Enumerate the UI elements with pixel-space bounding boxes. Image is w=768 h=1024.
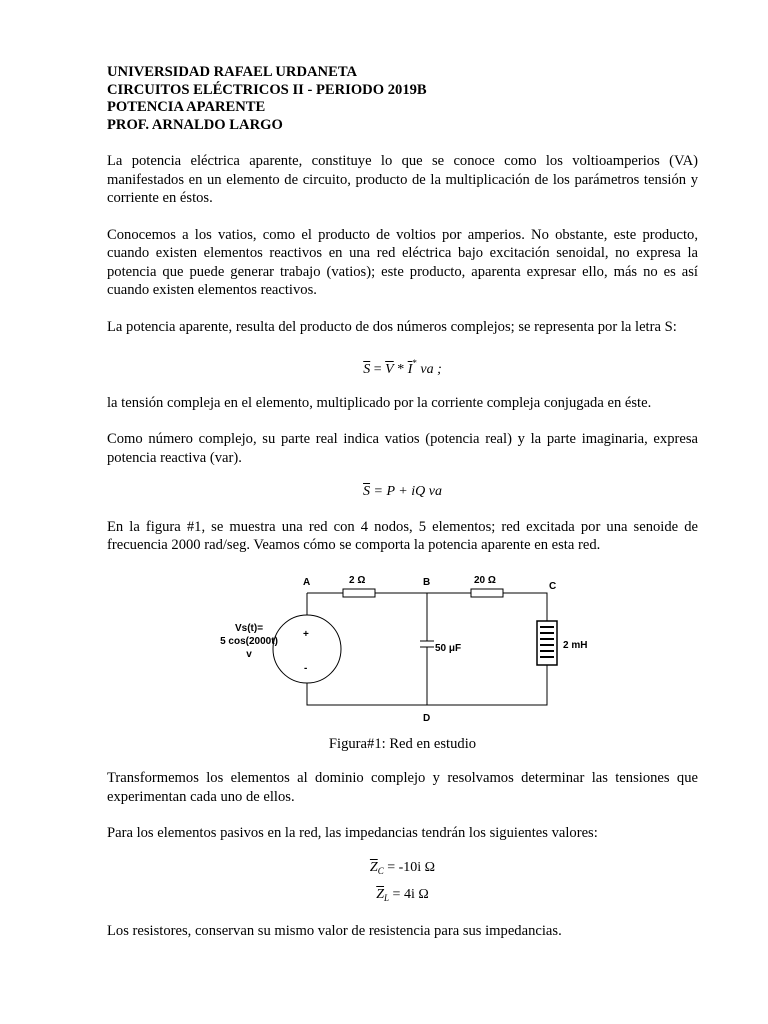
paragraph-9: Los resistores, conservan su mismo valor de resistencia para sus impedancias. [107, 922, 562, 939]
equation-zc [107, 859, 698, 881]
node-b-label: B [423, 576, 431, 588]
equation-zl [107, 886, 698, 908]
inductor-coils [540, 627, 554, 657]
equation-apparent-power [107, 354, 698, 380]
node-c-label: C [549, 580, 557, 592]
source-minus-label: - [304, 662, 308, 674]
header-university: UNIVERSIDAD RAFAEL URDANETA [107, 64, 358, 80]
eq1-times: * [393, 362, 408, 377]
paragraph-7: Transformemos los elementos al dominio complejo y resolvamos determinar las tensiones que experimentan cada uno de ellos. [107, 770, 698, 805]
source-plus-label: + [303, 628, 309, 640]
circuit-diagram [107, 565, 698, 745]
document-page [107, 64, 698, 940]
inductor-label: 2 mH [563, 639, 588, 651]
eq2-s: $\overline{S}$ [363, 484, 371, 499]
paragraph-8: Para los elementos pasivos en la red, las impedancias tendrán los siguientes valores: [107, 825, 598, 841]
paragraph-6: En la figura #1, se muestra una red con 4 nodos, 5 elementos; red excitada por una senoide de frecuencia 2000 rad/seg. Veamos cómo se comporta la potencia aparente en esta red. [107, 518, 698, 553]
zl-subscript: L [384, 893, 390, 903]
eq1-unit: va ; [416, 362, 442, 377]
node-a-label: A [303, 576, 311, 588]
resistor-2ohm [343, 589, 375, 597]
paragraph-4: la tensión compleja en el elemento, multiplicado por la corriente compleja conjugada en éste. [107, 394, 652, 411]
resistor-20ohm [471, 589, 503, 597]
source-label-line1: Vs(t)= [234, 622, 264, 634]
resistor-2ohm-label: 2 Ω [349, 574, 366, 586]
wire-r2-to-c [503, 593, 547, 621]
eq2-rest: = P + iQ va [370, 484, 442, 499]
source-label-line2: 5 cos(2000t) [220, 635, 278, 647]
paragraph-2: Conocemos a los vatios, como el producto de voltios por amperios. No obstante, este producto, cuando existen elementos reactivos en una red eléctrica bajo excitación senoidal, no expresa la potencia que puede generar trabajo (vatios); este producto, aparenta expresar ello, más no es así cuando existen elementos reactivos. [107, 226, 698, 298]
zc-symbol: $\overline{Z}$ [369, 859, 378, 875]
eq1-conj: * [412, 358, 417, 368]
zc-value: = -10i Ω [383, 859, 436, 875]
source-label-line3: v [246, 648, 252, 660]
figure-caption: Figura#1: Red en estudio [328, 735, 477, 752]
eq1-i: $\overline{I}$ [407, 362, 413, 377]
capacitor-plates [420, 641, 434, 647]
node-d-label: D [423, 712, 431, 724]
equation-complex-power [107, 483, 698, 502]
eq1-equals: = [370, 362, 386, 377]
zl-value: = 4i Ω [389, 887, 429, 902]
header-topic: POTENCIA APARENTE [107, 99, 266, 115]
eq1-s: $\overline{S}$ [363, 362, 371, 377]
zl-symbol: $\overline{Z}$ [376, 887, 385, 902]
capacitor-label: 50 μF [435, 642, 462, 654]
paragraph-5: Como número complejo, su parte real indica vatios (potencia real) y la parte imaginaria, expresa potencia reactiva (var). [107, 431, 698, 466]
resistor-20ohm-label: 20 Ω [474, 574, 496, 586]
eq1-v: $\overline{V}$ [385, 362, 394, 377]
header-course: CIRCUITOS ELÉCTRICOS II - PERIODO 2019B [107, 81, 427, 98]
zc-subscript: C [377, 865, 384, 876]
paragraph-1: La potencia eléctrica aparente, constituye lo que se conoce como los voltioamperios (VA) manifestados en un elemento de circuito, producto de la multiplicación de los parámetros tensión y corriente en éstos. [107, 153, 698, 206]
header-professor: PROF. ARNALDO LARGO [107, 116, 283, 133]
paragraph-3: La potencia aparente, resulta del producto de dos números complejos; se representa por la letra S: [107, 318, 677, 335]
